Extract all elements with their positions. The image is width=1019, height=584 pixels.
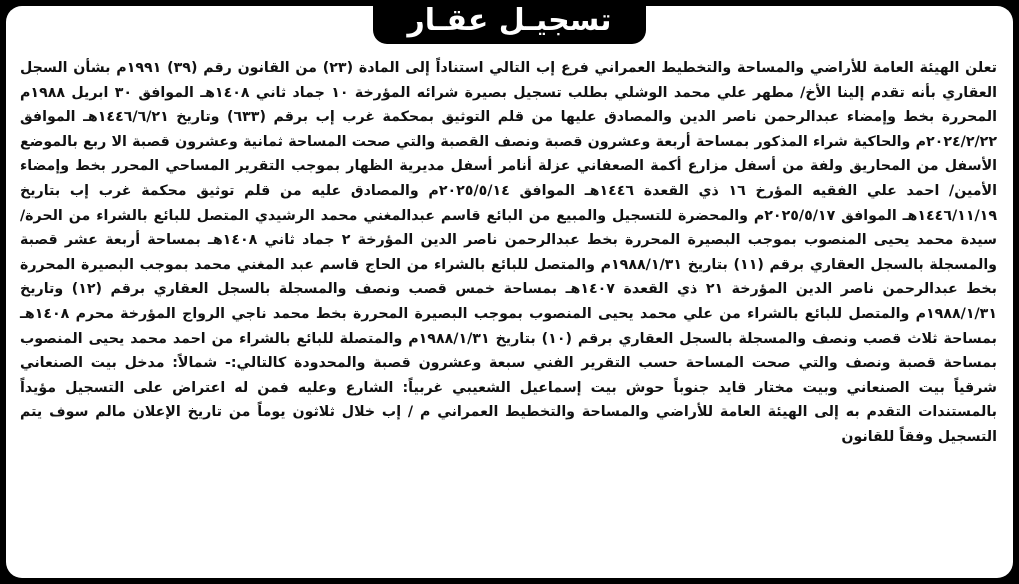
notice-title: تسجيـل عقـار (373, 6, 645, 44)
notice-paragraph: تعلن الهيئة العامة للأراضي والمساحة والتخطيط العمراني فرع إب التالي استناداً إلى المادة (٢٣) من القانون رقم (٣٩) ١٩٩١م بشأن السجل العقاري بأنه تقدم إلينا الأخ/ مطهر علي محمد الوشلي بطلب تسجيل بصيرة شرائه المؤرخة ١٠ جماد ثاني ١٤٠٨هـ الموافق ٣٠ ابريل ١٩٨٨م المحررة بخط وإمضاء عبدالرحمن ناصر الدين والمصادق عليها من قلم التوثيق بمحكمة غرب إب برقم (٦٣٣) وتاريخ ١٤٤٦/٦/٢١هـ الموافق ٢٠٢٤/٢/٢٢م والحاكية شراء المذكور بمساحة أربعة وعشرون قصبة ونصف القصبة والتي صحت المساحة ثمانية وعشرون قصبة الا ربع بالموضع الأسفل من المحاريق ولفة من أسفل مزارع أكمة الصعفاني عزلة أنامر أسفل مديرية الظهار بموجب التقرير المساحي المحرر بخط وإمضاء الأمين/ احمد علي الفقيه المؤرخ ١٦ ذي القعدة ١٤٤٦هـ الموافق ٢٠٢٥/٥/١٤م والمصادق عليه من قلم توثيق محكمة غرب إب بتاريخ ١٤٤٦/١١/١٩هـ الموافق ٢٠٢٥/٥/١٧م والمحضرة للتسجيل والمبيع من البائع قاسم عبدالمغني محمد الرشيدي المتصل للبائع بالشراء من الحرة/ سيدة محمد يحيى المنصوب بموجب البصيرة المحررة بخط عبدالرحمن ناصر الدين المؤرخة ٢ جماد ثاني ١٤٠٨هـ بمساحة أربعة عشر قصبة والمسجلة بالسجل العقاري برقم (١١) بتاريخ ١٩٨٨/١/٣١م والمتصل للبائع بالشراء من الحاج قاسم عبد المغني محمد بموجب البصيرة المحررة بخط عبدالرحمن ناصر الدين المؤرخة ٢١ ذي القعدة ١٤٠٧هـ بمساحة خمس قصب ونصف والمسجلة بالسجل العقاري برقم (١٢) وتاريخ ١٩٨٨/١/٣١م والمتصل للبائع بالشراء من علي محمد يحيى المنصوب بموجب البصيرة المحررة بخط محمد ناجي الرواج المؤرخة محرم ١٤٠٨هـ بمساحة ثلاث قصب ونصف والمسجلة بالسجل العقاري برقم (١٠) بتاريخ ١٩٨٨/١/٣١م والمتصلة للبائع بالشراء من احمد محمد يحيى المنصوب بمساحة قصبة ونصف والتي صحت المساحة حسب التقرير الفني سبعة وعشرون قصبة والمحدودة كالتالي:- شمالاً: مدخل بيت الصنعاني شرقياً بيت الصنعاني وبيت مختار قايد جنوباً حوش بيت إسماعيل الشعيبي غربياً: الشارع وعليه فمن له اعتراض على التسجيل مؤيداً بالمستندات التقدم به إلى الهيئة العامة للأراضي والمساحة والتخطيط العمراني م / إب خلال ثلاثون يوماً من تاريخ الإعلان مالم سوف يتم التسجيل وفقاً للقانون (20, 60, 998, 445)
title-wrap (6, 6, 1013, 44)
notice-body (20, 56, 997, 450)
notice-card (6, 6, 1013, 578)
